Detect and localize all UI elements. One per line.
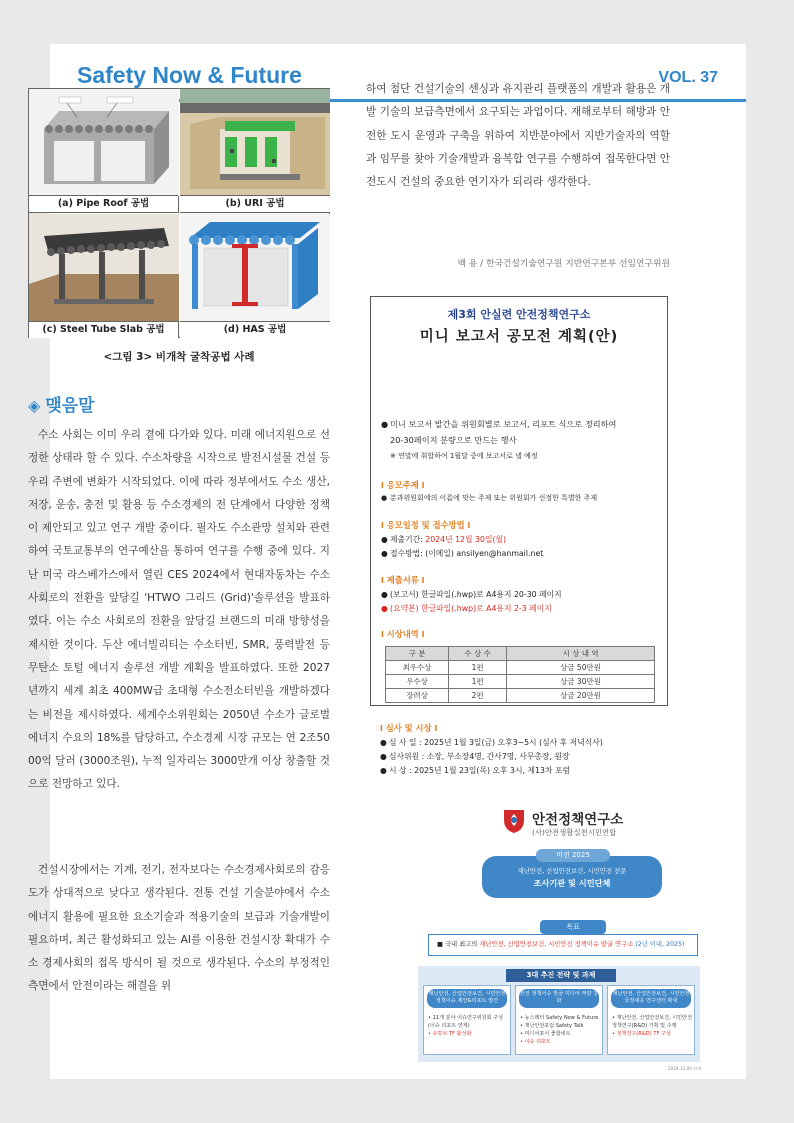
table-cell: 장려상 [386,689,449,703]
contest-notice [370,296,668,706]
strategy-column [607,985,695,1055]
topic-line: ● 분과위원회에의 이름에 맞는 주제 또는 위원회가 선정한 특별한 주제 [381,494,598,502]
strategy-heading: 재난안전, 산업안전보건, 시민안전 정책이슈 제안&리포트 발간 [427,989,507,1008]
judging-heading: l 심사 및 시상 l [380,723,438,733]
figure-grid [28,88,330,338]
documents-heading: l 제출서류 l [381,575,425,585]
table-cell: 1편 [449,661,507,675]
pipe-roof-illustration-icon [29,89,179,196]
notice-intro-line: 20-30페이지 분량으로 만드는 행사 [390,435,517,445]
deadline-line: ● 제출기간: 2024년 12월 30일(월) [381,535,507,544]
figure-caption: (c) Steel Tube Slab 공법 [29,321,178,338]
notice-intro-note: ※ 연말에 취합하여 1월달 중에 보고서로 낼 예정 [390,452,538,460]
table-cell: 우수상 [386,675,449,689]
vision-box [482,856,662,898]
vision-line: 재난안전, 산업안전보건, 시민안전 전문 [517,867,627,875]
figure-cell-steel-tube-slab [29,214,179,338]
goal-label: 목표 [540,920,606,934]
strategy-column [423,985,511,1055]
table-cell: 상금 30만원 [507,675,655,689]
section-heading [28,391,95,416]
table-cell: 최우수상 [386,661,449,675]
submit-method-line: ● 접수방법: (이메일) ansilyen@hanmail.net [381,549,544,558]
strategy-item: • 이슈 리포트 [520,1039,551,1045]
judging-line: ● 심사위원 : 소장, 부소장4명, 간사7명, 사무총장, 원장 [380,752,570,761]
section-title: 맺음말 [45,396,95,416]
strategy-label: 3대 추진 전략 및 과제 [506,969,616,982]
notice-subtitle: 제3회 안실련 안전정책연구소 [447,308,591,321]
table-cell: 상금 50만원 [507,661,655,675]
figure-cell-pipe-roof [29,89,179,213]
vision-label: 비전 2025 [536,849,610,862]
document-line: ● (보고서) 한글파일(.hwp)로 A4용지 20-30 페이지 [381,590,562,599]
magazine-title: Safety Now & Future [77,62,302,88]
chart-footnote: 2024.12.00 안내 [668,1066,702,1071]
table-cell: 1편 [449,675,507,689]
figure-title: <그림 3> 비개착 굴착공법 사례 [103,351,255,363]
table-header: 시 상 내 역 [507,647,655,661]
figure-caption: (a) Pipe Roof 공법 [29,195,178,212]
strategy-item: • 정책연구(R&D) TF 구성 [612,1031,671,1037]
paragraph-construction-market: 건설시장에서는 기계, 전기, 전자보다는 수소경제사회로의 감응도가 상대적으로 낮다고 생각된다. 전통 건설 기술분야에서 수소에너지 활용에 필요한 요소기술과 적용기술의 보급과 기술개발이 필요하며, 최근 활성화되고 있는 AI를 이용한 건설시장 확대가 수소 경제사회의 접목 방식이 될 것으로 생각된다. 수소의 부정적인 측면에서 안전이라는 해결을 위 [28,864,330,993]
table-row [386,675,655,689]
strategy-item: • 유튜브 TF 활성화 [428,1031,472,1037]
figure-cell-has [180,214,330,338]
notice-title: 미니 보고서 공모전 계획(안) [419,329,619,345]
goal-box: ■ 국내 최고의 재난안전, 산업안전보건, 시민안전 정책이슈 발굴 연구소 (2년 이내, 2025) [428,934,698,956]
awards-heading: l 시상내역 l [381,629,425,639]
notice-intro-line: ● 미니 보고서 발간을 위원회별로 보고서, 리포트 식으로 정리하여 [381,419,617,429]
institute-parent: (사)안전생활실천시민연합 [532,828,617,837]
institute-logo-icon [502,806,526,834]
uri-method-illustration-icon [180,89,330,196]
document-line: ● (요약본) 한글파일(.hwp)로 A4용지 2-3 페이지 [381,604,552,613]
volume-number: VOL. 37 [658,69,718,86]
strategy-item: • 미디어포서 좋합네트 [520,1031,571,1037]
judging-line: ● 시 상 : 2025년 1월 23일(목) 오후 3시, 제13차 포럼 [380,766,571,775]
figure-caption: (d) HAS 공법 [180,321,330,338]
table-row [386,661,655,675]
steel-tube-slab-illustration-icon [29,214,179,321]
institute-name: 안전정책연구소 [532,812,624,828]
schedule-heading: l 응모일정 및 접수방법 l [381,520,471,530]
strategy-item: • 재난안전, 산업안전보건, 시민안전 [612,1015,692,1021]
judging-line: ● 심 사 일 : 2025년 1월 3일(금) 오후3~5시 (심사 후 저녁식사) [380,738,603,747]
paragraph-hydrogen-society: 수소 사회는 이미 우리 곁에 다가와 있다. 미래 에너지원으로 선정한 상태라 할 수 있다. 수소차량을 시작으로 발전시설물 건설 등 우리 주변에 변화가 시작되었다. 이에 따라 정부에서도 수소 생산, 저장, 운송, 충전 및 활용 등 수소경제의 전 단계에서 다양한 정책이 제안되고 있고 연구 개발 중이다. 필자도 수소관망 설치와 관련하여 국토교통부의 연구예산을 통하여 연구를 수행 중에 있다. 지난 미국 라스베가스에서 열린 CES 2024에서 현대자동차는 수소 사회로의 전환을 앞당길 'HTWO 그리드 (Grid)'솔루션을 발표하였다. 이는 수소 사회로의 전환을 앞당길 브랜드의 미래 방향성을 제시한 것이다. 두산 에너빌리티는 수소터빈, SMR, 풍력발전 등 무탄소 토털 에너지 솔루션 개발 계획을 발표하였다. 또한 2027년까지 세계 최초 400MW급 초대형 수소전소터빈을 개발하겠다는 비전을 제시하였다. 세계수소위원회는 2050년 수소가 글로벌 에너지 수요의 18%를 담당하고, 수소경제 시장 규모는 연 2조5000억 달러 (3000조원), 누적 일자리는 3000만개 이상 창출할 것으로 전망하고 있다. [28,429,330,791]
strategy-heading: 안전 정책이슈 발굴 미디어 역량 강화 [519,989,599,1008]
table-row [386,689,655,703]
table-header: 수 상 수 [449,647,507,661]
strategy-item: • 재난안전포럼 Safety Talk [520,1023,584,1029]
strategy-item: 정책연구(R&D) 기획 및 수행 [612,1023,677,1029]
strategy-heading: 재난안전, 산업안전보건, 시민안전 국정대응 연구센터 확대 [611,989,691,1008]
table-cell: 2편 [449,689,507,703]
topic-heading: l 응모주제 l [381,480,425,490]
awards-table [385,646,655,703]
has-method-illustration-icon [180,214,330,321]
table-header-row [386,647,655,661]
table-header: 구 분 [386,647,449,661]
figure-cell-uri [180,89,330,213]
strategy-item: • 뉴스레터 Safety Now & Future [520,1015,599,1021]
strategy-item: • 11개 분야 이슈연구위원회 구성 [428,1015,504,1021]
paragraph-conclusion-continued: 하여 첨단 건설기술의 센싱과 유지관리 플랫폼의 개발과 활용은 개발 기술의 보급측면에서 요구되는 과업이다. 재해로부터 해방과 안전한 도시 운영과 구축을 위하여 지반분야에서 지반기술자의 역할과 임무를 찾아 기술개발과 융복합 연구를 수행하여 접목한다면 안전도시 건설의 중요한 연기자가 되리라 생각한다. [366,83,670,189]
vision-line: 조사기관 및 시민단체 [533,878,611,888]
author-credit: 백 용 / 한국건설기술연구원 지반연구본부 선임연구위원 [457,259,670,269]
diamond-icon: ◈ [28,396,41,415]
table-cell: 상금 20만원 [507,689,655,703]
strategy-item: (이슈 리포트 연계) [428,1023,470,1029]
strategy-column [515,985,603,1055]
figure-caption: (b) URI 공법 [180,195,330,212]
